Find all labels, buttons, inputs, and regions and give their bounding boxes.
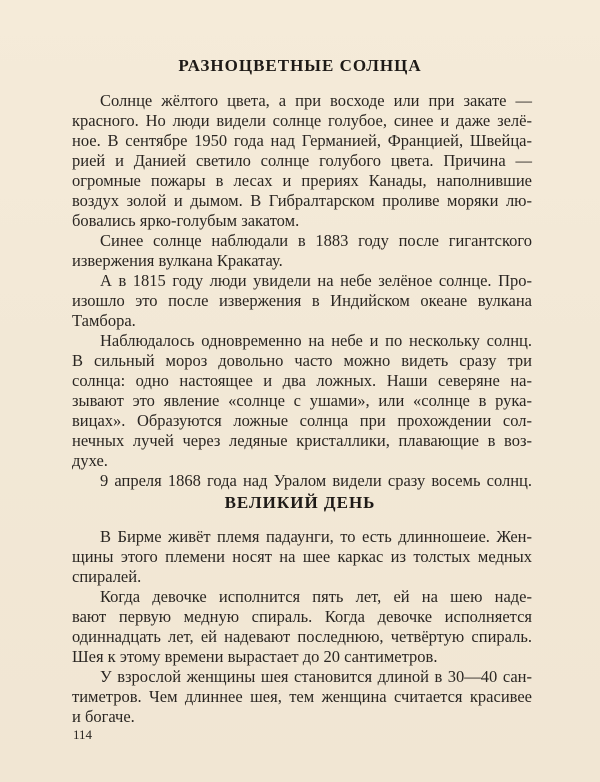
section-title-colored-suns: РАЗНОЦВЕТНЫЕ СОЛНЦА (178, 56, 422, 75)
text-line: В сильный мороз довольно часто можно видеть сразу три (72, 351, 532, 370)
text-line: зывают это явление «солнце с ушами», или «солнце в рука- (72, 391, 532, 410)
page-number: 114 (73, 727, 93, 742)
text-line: щины этого племени носят на шее каркас из толстых медных (72, 547, 532, 566)
text-line: У взрослой женщины шея становится длиной в 30—40 сан- (100, 667, 532, 686)
text-line: рией и Данией светило солнце голубого цвета. Причина — (72, 151, 532, 170)
text-line: вают первую медную спираль. Когда девочке исполняется (72, 607, 532, 626)
text-line: бовались ярко-голубым закатом. (72, 211, 300, 230)
text-line: Когда девочке исполнится пять лет, ей на шею наде- (100, 587, 532, 606)
text-line: солнца: одно настоящее и два ложных. Наши северяне на- (72, 371, 532, 390)
text-line: извержения вулкана Кракатау. (72, 251, 283, 270)
text-line: воздух золой и дымом. В Гибралтарском проливе моряки лю- (72, 191, 532, 210)
section-title-great-day: ВЕЛИКИЙ ДЕНЬ (224, 493, 376, 512)
text-line: Шея к этому времени вырастает до 20 сантиметров. (72, 647, 438, 666)
text-line: спиралей. (72, 567, 142, 586)
text-line: Тамбора. (72, 311, 136, 330)
text-line: огромные пожары в лесах и прериях Канады, наполнившие (72, 171, 532, 190)
text-line: Синее солнце наблюдали в 1883 году после гигантского (100, 231, 532, 250)
text-line: 9 апреля 1868 года над Уралом видели сразу восемь солнц. (100, 471, 532, 490)
text-line: нечных лучей через ледяные кристаллики, плавающие в воз- (72, 431, 532, 450)
text-line: вицах». Образуются ложные солнца при прохождении сол- (72, 411, 532, 430)
text-line: В Бирме живёт племя падаунги, то есть длинношеие. Жен- (100, 527, 532, 546)
text-line: изошло это после извержения в Индийском океане вулкана (72, 291, 532, 310)
text-line: А в 1815 году люди увидели на небе зелёное солнце. Про- (100, 271, 532, 290)
text-line: красного. Но люди видели солнце голубое, синее и даже зелё- (72, 111, 532, 130)
text-line: духе. (72, 451, 108, 470)
text-line: одиннадцать лет, ей надевают последнюю, четвёртую спираль. (72, 627, 532, 646)
text-line: и богаче. (72, 707, 135, 726)
text-line: Наблюдалось одновременно на небе и по нескольку солнц. (100, 331, 532, 350)
text-line: Солнце жёлтого цвета, а при восходе или при закате — (100, 91, 532, 110)
text-line: тиметров. Чем длиннее шея, тем женщина считается красивее (72, 687, 532, 706)
text-line: ное. В сентябре 1950 года над Германией, Францией, Швейца- (72, 131, 532, 150)
